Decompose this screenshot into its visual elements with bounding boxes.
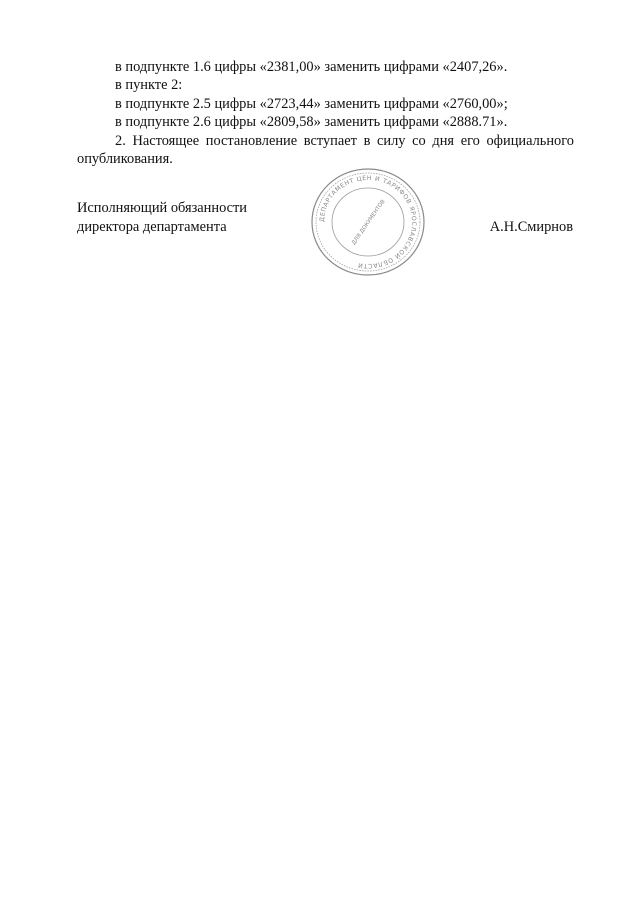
seal-center-text: ДЛЯ ДОКУМЕНТОВ <box>350 198 387 247</box>
signatory-position <box>77 199 247 237</box>
paragraph-subitem-2-5: в подпункте 2.5 цифры «2723,44» заменить цифрами «2760,00»; <box>115 95 508 112</box>
signatory-name: А.Н.Смирнов <box>489 219 573 235</box>
official-seal <box>308 166 428 278</box>
paragraph-item-2: в пункте 2: <box>115 77 183 94</box>
paragraph-effective-date: 2. Настоящее постановление вступает в силу со дня его официального опубликования. <box>77 132 574 168</box>
seal-ring-text: ДЕПАРТАМЕНТ ЦЕН И ТАРИФОВ ЯРОСЛАВСКОЙ ОБЛАСТИ <box>318 174 418 270</box>
paragraph-subitem-2-6: в подпункте 2.6 цифры «2809,58» заменить цифрами «2888.71». <box>115 114 508 131</box>
document-body <box>77 58 574 168</box>
seal-graphic <box>308 166 428 278</box>
position-line-1: Исполняющий обязанности <box>77 200 248 216</box>
paragraph-subitem-1-6: в подпункте 1.6 цифры «2381,00» заменить цифрами «2407,26». <box>115 59 508 75</box>
position-line-2: директора департамента <box>77 219 227 235</box>
